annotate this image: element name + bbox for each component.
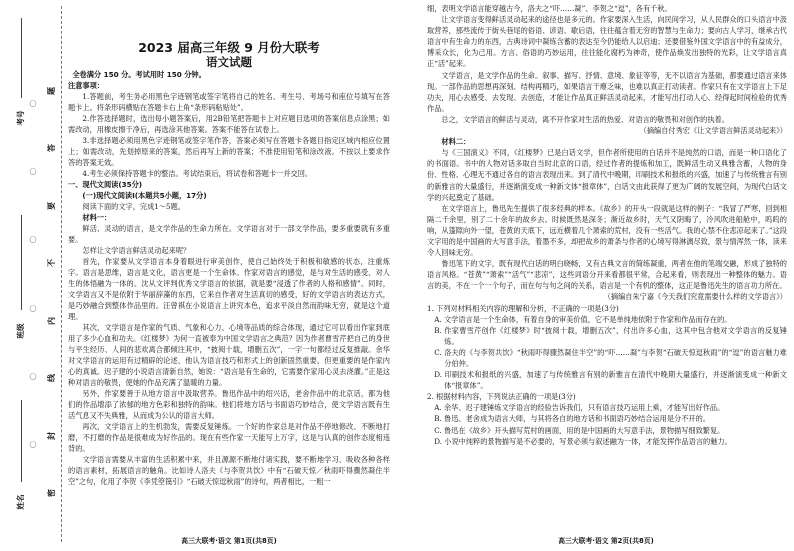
question-stem: 1. 下列对材料相关内容的理解和分析，不正确的一项是(3分) [427, 303, 619, 313]
question-option: A. 余华、迟子建锤炼文学语言的经验告诉我们，只有语言技巧运用上乘，才能写出好作品。 [434, 403, 725, 413]
source-citation-1: （摘编自付秀宏《让文学语言鲜活灵动起来》） [639, 126, 787, 136]
section-title: 一、现代文阅读(35分) [68, 180, 143, 189]
seal-circle: 〇 [29, 236, 37, 245]
material-1-label: 材料一： [82, 213, 112, 222]
material-paragraph: 怎样让文学语言鲜活灵动起来呢？ [82, 246, 191, 255]
material-paragraph: 在文学语言上，鲁迅先生提供了很多经典的样本。《故乡》的开头一段就是这样的例子：“我冒了严寒，回到相隔二千余里，别了二十余年的故乡去。时候既然是深冬；渐近故乡时，天气又阴晦了，冷风吹进船舱中，呜呜的响，从篷隙向外一望，苍黄的天底下，远近横着几个萧索的荒村，没有一些活气。我的心禁不住悲凉起来了。”这段文字用的是中国画的大写意手法，着墨不多，却把故乡的萧条与作者的心境写得淋漓尽致，景与情浑然一体，读来令人回味无穷。 [427, 203, 787, 258]
note-item: 4.考生必须保持答题卡的整洁。考试结束后，将试卷和答题卡一并交回。 [82, 169, 313, 178]
question-option: B. 鲁迅、老舍成为语言大师，与其将各自的地方话和书面语巧妙结合运用是分不开的。 [434, 414, 710, 424]
margin-label-exam-number: 考号 [16, 110, 25, 126]
blank-line [21, 18, 22, 98]
seal-char: 封 [46, 431, 56, 440]
material-paragraph: 鲁迅笔下的文字，既有现代白话的明白晓畅，又有古典文言的简练凝重，两者在他的笔端交融，形成了独特的语言风格。“苍黄”“萧索”“活气”“悲凉”，这些词语分开来看都很平常，合起来看，则表现出一种整体的魅力。语言的美，不在一个一个句子，而在句与句之间的关系，语言是一个有机的整体，这正是鲁迅先生的语言功力所在。 [427, 259, 787, 291]
seal-char: 线 [46, 374, 56, 383]
seal-circle: 〇 [29, 304, 37, 313]
seal-char: 内 [46, 316, 56, 325]
seal-char: 密 [46, 488, 56, 497]
material-2-label: 材料二： [441, 137, 471, 147]
material-paragraph: 文学语言，是文学作品的生命。叙事、描写、抒情、意境、象征等等，无不以语言为基础，都要通过语言来体现。一部作品的思想再深刻、结构再精巧，如果语言干瘪乏味，也难以真正打动读者。作家只有在文学语言上下足功夫，用心去感受、去发现、去创造，才能让作品真正鲜活灵动起来，才能写出打动人心、经得起时间检验的优秀作品。 [427, 70, 787, 113]
notes-heading: 注意事项： [68, 81, 104, 90]
page-2-column [427, 3, 787, 530]
seal-circle: 〇 [29, 440, 37, 449]
seal-circle: 〇 [29, 372, 37, 381]
material-paragraph: 细，表明文学语言能穿越古今，洛夫之“吓……凝”、李贺之“逗”，各有千秋。 [427, 4, 672, 13]
seal-char: 题 [46, 87, 56, 95]
question-option: B. 作家曹雪芹创作《红楼梦》时“披阅十载，增删五次”，付出许多心血，这其中包含他对文学语言的反复锤炼。 [434, 325, 787, 346]
seal-char: 不 [46, 259, 56, 268]
material-paragraph: 另外，作家要善于从地方语言中汲取营养。鲁迅作品中的绍兴话，老舍作品中的北京话，都为他们的作品增添了浓郁的地方色彩和独特的韵味。他们将地方话与书面语巧妙结合，使文学语言既有生活气息又不失典雅，从而成为公认的语言大师。 [68, 389, 390, 420]
margin-label-class: 班级 [16, 323, 25, 339]
note-item: 3.非选择题必须用黑色字迹钢笔或签字笔作答，答案必须写在答题卡各题目指定区域内相应位置上；如需改动，先划掉原来的答案，然后再写上新的答案；不准使用铅笔和涂改液。不按以上要求作答的答案无效。 [68, 136, 390, 167]
exam-title: 2023 届高三年级 9 月份大联考 [138, 40, 320, 55]
material-paragraph: 让文学语言变得鲜活灵动起来的途径也是多元的。作家要深入生活，向民间学习，从人民群众的口头语言中汲取营养，那些流传于街头巷尾的俗语、谚语、歇后语，往往蕴含着无穷的智慧与生命力；要向古人学习，继承古代语言中有生命力的东西，古典诗词中凝练含蓄的表达至今仍能给人以启迪；还要借鉴外国文学语言中的有益成分，博采众长，化为己用。方言、俗语的巧妙运用，往往能化腐朽为神奇，使作品焕发出独特的光彩，让文学语言真正“活”起来。 [427, 15, 787, 69]
source-citation-2: （摘编自朱宁嘉《今天我们究竟需要什么样的文学语言》） [603, 292, 787, 302]
question-option: C. 鲁迅在《故乡》开头描写荒村的画面，用的是中国画的大写意手法，景物描写细致繁复。 [434, 425, 725, 435]
blank-line [21, 400, 22, 482]
page-footer-1: 高三大联考·语文 第1页(共8页) [181, 537, 277, 545]
section-subtitle: (一)现代文阅读Ⅰ(本题共5小题，17分) [82, 191, 207, 200]
material-paragraph: 鲜活、灵动的语言，是文学作品的生命力所在。文学语言对于一部文学作品，要多重要就有多重要。 [68, 224, 390, 244]
seal-cut-line [61, 6, 62, 542]
material-paragraph: 文学语言需要从丰富的生活积累中来，并且源源不断地付诸实践，要不断地学习、吸收各种各样的语言素材，拓展语言的触角。比如诗人洛夫《与李贺共饮》中有“石破天惊／秋雨吓得骤然凝住半空”之句，化用了李贺《李凭箜篌引》“石破天惊逗秋雨”的诗句，两者相比，一粗一 [68, 455, 390, 486]
exam-info: 全卷满分 150 分。考试用时 150 分钟。 [72, 70, 206, 79]
page-1-column [68, 40, 390, 530]
material-paragraph: 与《三国演义》不同，《红楼梦》已是白话文学，但作者所使用的白话并不是纯然的口语，而是一种口语化了的书面语。书中的人物对话多取自当时北京的口语，经过作者的提炼和加工，既鲜活生动又典雅含蓄，人物的身份、性格、心理无不通过各自的语言表现出来。到了清代中晚期，印刷技术和报纸的兴盛，加速了与传统雅言有别的新雅言的大量盛行，并逐渐演变成一种新文体“报章体”，白话文由此获得了更为广阔的发展空间，为现代白话文学的兴起奠定了基础。 [427, 148, 787, 202]
seal-char: 答 [46, 144, 56, 153]
page-footer-2: 高三大联考·语文 第2页(共8页) [558, 537, 654, 545]
seal-circle: 〇 [29, 168, 37, 177]
question-option: D. 印刷技术和报纸的兴盛，加速了与传统雅言有别的新雅言在清代中晚期大量盛行，并逐渐演变成一种新文体“报章体”。 [434, 370, 787, 391]
seal-line-text [44, 86, 58, 498]
note-item: 2.作答选择题时，选出每小题答案后，用2B铅笔把答题卡上对应题目选项的答案信息点涂黑；如需改动，用橡皮擦干净后，再选涂其他答案。答案不能答在试卷上。 [68, 114, 390, 134]
material-paragraph: 首先，作家要从文学语言本身着眼进行审美创作，使自己始终处于积极和敏感的状态，注重炼字。语言是思维，语言是文化，语言更是一个生命体。作家对语言的感觉，是与对生活的感受、对人生的体悟融为一体的。沈从文评判优秀文学语言的依据，就是要“浸透了作者的人格和感情”。同时，文学语言又不是依附于华丽辞藻的东西，它来自作者对生活真切的感受，好的文学语言的表达方式，是巧妙融合到整体作品里的。汪曾祺在小说语言上讲究本色，追求平淡自然而韵味无穷，就是这个道理。 [68, 257, 390, 321]
question-stem: 2. 根据材料内容，下列说法正确的一项是(3分) [427, 392, 576, 402]
exam-subtitle: 语文试题 [206, 55, 252, 69]
margin-label-name: 姓名 [16, 494, 25, 510]
note-item: 1.答题前，考生务必用黑色字迹钢笔或签字笔将自己的姓名、考生号、考场号和座位号填写在答题卡上。将条形码横贴在答题卡右上角“条形码粘贴处”。 [68, 92, 390, 112]
material-paragraph: 再次，文学语言上的生机勃发，需要反复锤炼。一个好的作家总是对作品不停地修改、不断地打磨，不打磨的作品是很难成为好作品的。现在有些作家一天能写上万字，这是与认真的创作态度相违背的。 [68, 422, 390, 453]
question-option: A. 文学语言是一个生命体，有着自身的审美价值，它不是单纯地依附于作家和作品而存在的。 [434, 314, 732, 324]
seal-circles [27, 100, 39, 450]
blank-line [21, 215, 22, 310]
seal-circle: 〇 [29, 100, 37, 108]
material-paragraph: 其次，文学语言是作家的气质、气象和心力、心境等品质的综合体现，通过它可以看出作家到底用了多少心血和功夫。《红楼梦》为何一直被奉为中国文学语言之典范？因为作者曹雪芹把自己的身世与平生经历、人间的悲欢离合都倾注其中，“披阅十载，增删五次”，一字一句都经过反复推敲。余华对文学语言的运用有过精辟的论述，他认为语言技巧和形式上的创新固然重要，但更重要的是作家内心的真诚。迟子建的小说语言清新自然，她说：“语言是有生命的，它需要作家用心灵去浇灌。”正是这种对语言的敬畏，使她的作品充满了温暖的力量。 [68, 323, 390, 387]
question-option: D. 小说中纯粹的景物描写是不必要的，写景必须与叙述融为一体，才能发挥作品语言的魅力。 [434, 436, 732, 446]
material-paragraph: 总之，文学语言的鲜活与灵动，离不开作家对生活的热爱、对语言的敬畏和对创作的执着。 [441, 114, 729, 124]
seal-char: 要 [46, 201, 56, 210]
section-instruction: 阅读下面的文字，完成1～5题。 [82, 202, 185, 211]
binding-margin [0, 0, 66, 551]
question-option: C. 洛夫的《与李贺共饮》“秋雨吓得骤然凝住半空”的“吓……凝”与李贺“石破天惊逗秋雨”的“逗”的语言魅力难分伯仲。 [434, 347, 787, 368]
